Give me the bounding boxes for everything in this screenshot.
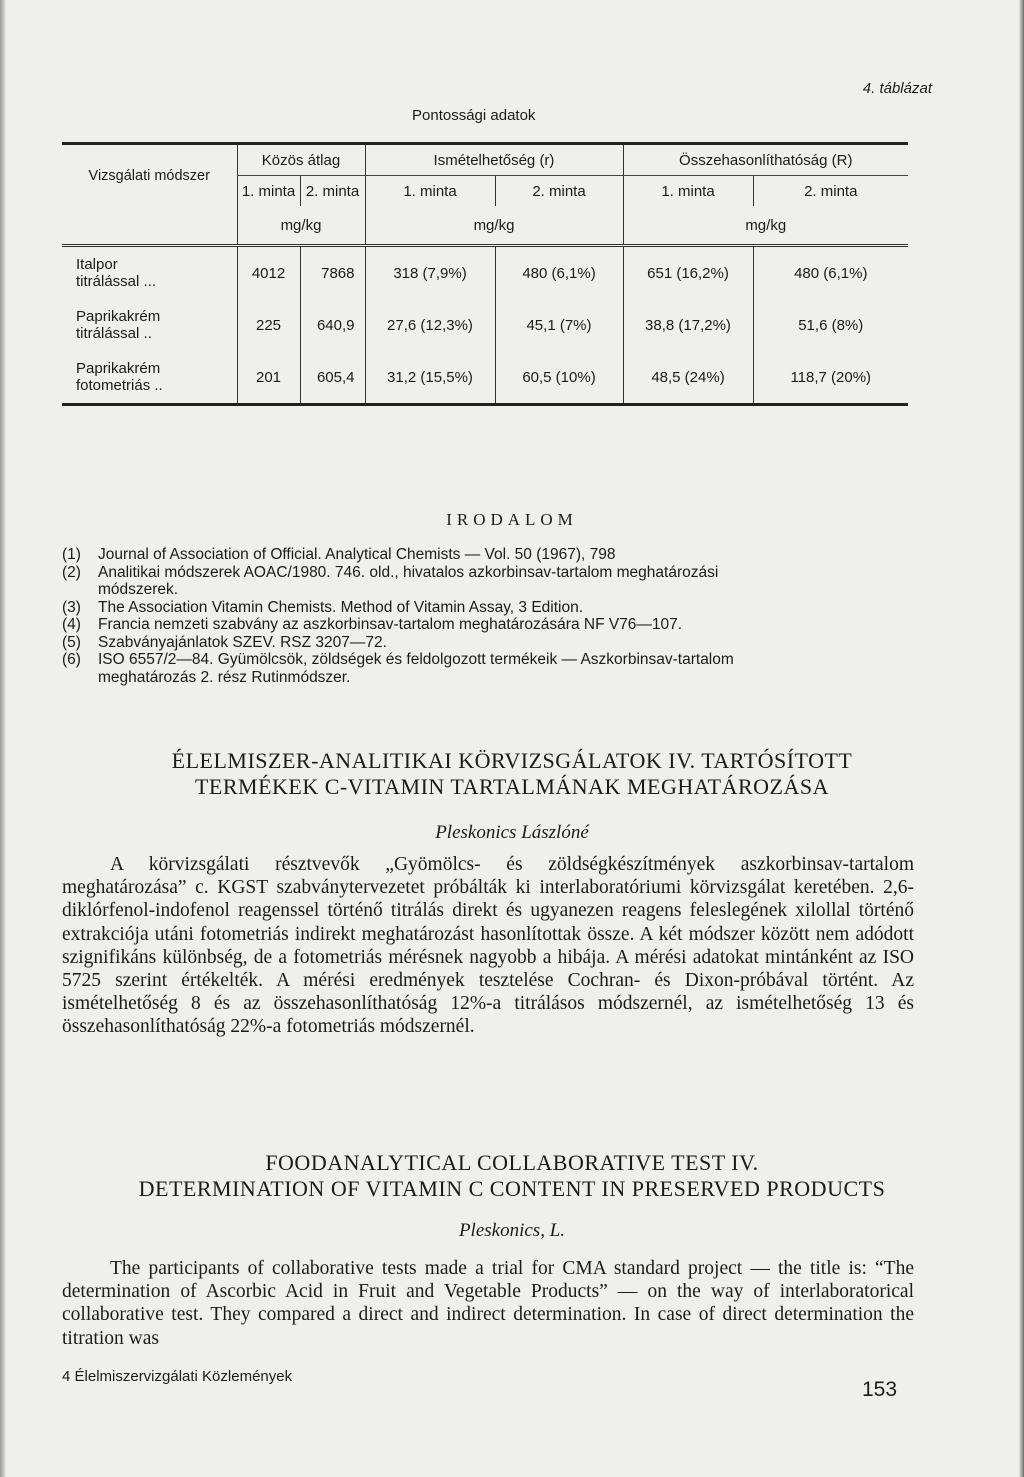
hu-article-author: Pleskonics Lászlóné bbox=[435, 822, 589, 843]
scan-edge-left bbox=[0, 0, 6, 1477]
reference-item: (6) ISO 6557/2—84. Gyümölcsök, zöldségek és feldolgozott termékeik — Aszkorbinsav-tartalom meghatározás 2. rész Rutinmódszer. bbox=[62, 651, 734, 686]
sample2-header: 2. minta bbox=[753, 176, 908, 207]
reference-item: (4) Francia nemzeti szabvány az aszkorbinsav-tartalom meghatározására NF V76—107. bbox=[62, 616, 683, 633]
cell-r-sample2: 480 (6,1%) bbox=[495, 246, 623, 300]
journal-footer: 4 Élelmiszervizgálati Közlemények bbox=[62, 1368, 293, 1385]
cell-R-sample1: 651 (16,2%) bbox=[623, 246, 753, 300]
table-row bbox=[62, 246, 908, 300]
cell-mean-sample2: 605,4 bbox=[300, 351, 365, 405]
row-method-name: Paprikakrém titrálással .. bbox=[76, 308, 161, 342]
reference-item: (5) Szabványajánlatok SZEV. RSZ 3207—72. bbox=[62, 633, 387, 651]
en-article-abstract: The participants of collaborative tests made a trial for CMA standard project — the title is: “The determination of Ascorbic Acid in Fruit and Vegetable Products” — on the way of interlaboratorical collaborative test. They compared a direct and indirect determination. In case of direct determination the titration was bbox=[62, 1258, 914, 1349]
cell-r-sample1: 31,2 (15,5%) bbox=[365, 351, 495, 405]
row-method-name: Italpor titrálással ... bbox=[76, 256, 157, 290]
reference-item: (3) The Association Vitamin Chemists. Method of Vitamin Assay, 3 Edition. bbox=[62, 598, 584, 616]
hu-article-abstract: A körvizsgálati résztvevők „Gyömölcs- és zöldségkészítmények aszkorbinsav-tartalom meghatározása” c. KGST szabványtervezetet próbálták ki interlaboratóriumi körvizsgálat keretében. 2,6-diklórfenol-indofenol reagenssel történő titrálás direkt és ugyanezen reagens feleslegének xilollal történő extrakciója utáni fotometriás indirekt meghatározást hasonlítottak össze. A két módszer között nem adódott szignifikáns különbség, de a fotometriás mérésnek nagyobb a hibája. A mérési adatokat mintánként az ISO 5725 szerint értékelték. A mérési eredmények tesztelése Cochran- és Dixon-próbával történt. Az ismételhetőség 8 és az összehasonlíthatóság 12%-a titrálásos módszernél, az ismételhetőség 13 és összehasonlíthatóság 22%-a fotometriás módszernél. bbox=[62, 854, 914, 1038]
cell-r-sample2: 45,1 (7%) bbox=[495, 299, 623, 351]
cell-r-sample2: 60,5 (10%) bbox=[495, 351, 623, 405]
cell-r-sample1: 27,6 (12,3%) bbox=[365, 299, 495, 351]
cell-mean-sample1: 201 bbox=[237, 351, 300, 405]
scan-edge-right bbox=[1019, 0, 1024, 1477]
row-method-name: Paprikakrém fotometriás .. bbox=[76, 360, 163, 394]
cell-R-sample2: 51,6 (8%) bbox=[753, 299, 908, 351]
table-number: 4. táblázat bbox=[862, 80, 932, 97]
group-header-common-mean: Közös átlag bbox=[237, 144, 365, 176]
sample1-header: 1. minta bbox=[365, 176, 495, 207]
sample2-header: 2. minta bbox=[495, 176, 623, 207]
cell-R-sample2: 480 (6,1%) bbox=[753, 246, 908, 300]
table-group-header-row bbox=[62, 144, 908, 176]
sample1-header: 1. minta bbox=[623, 176, 753, 207]
cell-R-sample1: 48,5 (24%) bbox=[623, 351, 753, 405]
page-number: 153 bbox=[862, 1378, 898, 1401]
en-article-title: FOODANALYTICAL COLLABORATIVE TEST IV. DETERMINATION OF VITAMIN C CONTENT IN PRESERVED PRODUCTS bbox=[138, 1150, 886, 1201]
unit-label: mg/kg bbox=[237, 206, 365, 246]
cell-R-sample2: 118,7 (20%) bbox=[753, 351, 908, 405]
en-article-author: Pleskonics, L. bbox=[458, 1220, 566, 1241]
hu-article-title: ÉLELMISZER-ANALITIKAI KÖRVIZSGÁLATOK IV. TARTÓSÍTOTT TERMÉKEK C-VITAMIN TARTALMÁNAK MEGHATÁROZÁSA bbox=[171, 748, 853, 799]
reference-item: (1) Journal of Association of Official. Analytical Chemists — Vol. 50 (1967), 798 bbox=[62, 546, 616, 563]
table-row bbox=[62, 351, 908, 405]
empty-cell bbox=[62, 206, 237, 246]
cell-r-sample1: 318 (7,9%) bbox=[365, 246, 495, 300]
method-header: Vizsgálati módszer bbox=[88, 167, 210, 184]
reference-item: (2) Analitikai módszerek AOAC/1980. 746. old., hivatalos azkorbinsav-tartalom meghatározási módszerek. bbox=[62, 563, 719, 598]
cell-mean-sample2: 7868 bbox=[300, 246, 365, 300]
precision-data-table bbox=[62, 142, 908, 406]
reference-list bbox=[62, 546, 932, 686]
table-title: Pontossági adatok bbox=[412, 107, 536, 124]
table-unit-row bbox=[62, 206, 908, 246]
group-header-repeatability: Ismételhetőség (r) bbox=[365, 144, 623, 176]
sample2-header: 2. minta bbox=[300, 176, 365, 207]
cell-mean-sample1: 4012 bbox=[237, 246, 300, 300]
unit-label: mg/kg bbox=[623, 206, 908, 246]
group-header-reproducibility: Összehasonlíthatóság (R) bbox=[623, 144, 908, 176]
sample1-header: 1. minta bbox=[237, 176, 300, 207]
table-row bbox=[62, 299, 908, 351]
unit-label: mg/kg bbox=[365, 206, 623, 246]
cell-R-sample1: 38,8 (17,2%) bbox=[623, 299, 753, 351]
literature-title: IRODALOM bbox=[446, 510, 578, 529]
cell-mean-sample1: 225 bbox=[237, 299, 300, 351]
cell-mean-sample2: 640,9 bbox=[300, 299, 365, 351]
